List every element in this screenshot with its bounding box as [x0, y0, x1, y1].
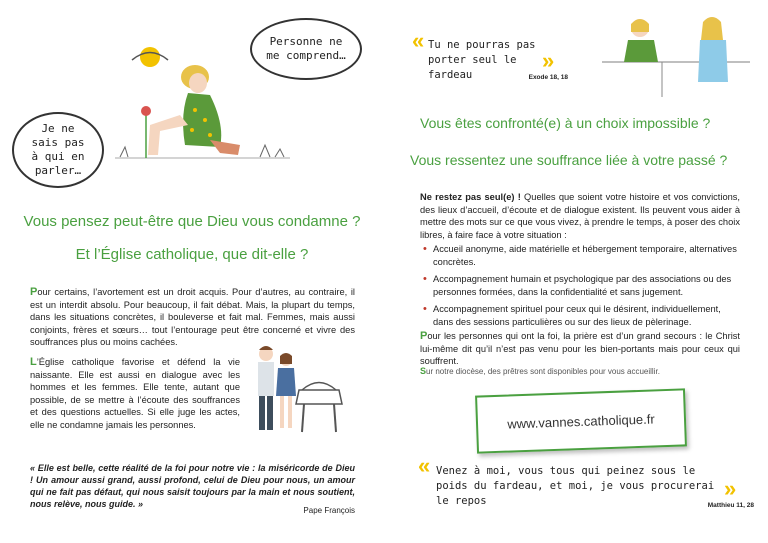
couple-crib-illustration [244, 340, 354, 440]
pope-quote-author: Pape François [303, 506, 355, 515]
right-intro-bold: Ne restez pas seul(e) ! [420, 192, 521, 202]
verse1-text: Tu ne pourras pas porter seul le fardeau [428, 39, 536, 81]
left-paragraph-2-text: ’Église catholique favorise et défend la vie naissante. Elle est aussi en dialogue avec les hommes et les femmes. Elle tente, autant que possible, de se mettre à l’écoute des souffrances et des questions actuelles. Si elle juge les actes, elle ne condamne jamais les personnes. [30, 357, 240, 430]
right-page [384, 0, 768, 543]
left-paragraph-2-drop: L [30, 356, 37, 368]
right-intro [420, 191, 740, 241]
verse2-close-chevrons-icon: » [724, 476, 737, 501]
right-title-2: Vous ressentez une souffrance liée à votre passé ? [410, 152, 728, 168]
speech-bubble-right [250, 18, 362, 80]
verse1-open-chevrons-icon: « [412, 28, 425, 53]
two-women-illustration [602, 12, 750, 100]
help-list-item: • Accueil anonyme, aide matérielle et hébergement temporaire, alternatives concrètes. [433, 243, 740, 268]
website-link[interactable]: www.vannes.catholique.fr [507, 410, 655, 432]
help-list [420, 243, 740, 334]
verse2-open-chevrons-icon: « [418, 453, 431, 478]
speech-bubble-left-text: Je ne sais pas à qui en parler… [31, 122, 85, 177]
verse1-close-chevrons-icon: » [542, 48, 555, 73]
pope-quote: « Elle est belle, cette réalité de la foi pour notre vie : la miséricorde de Dieu ! Un amour aussi grand, aussi profond, celui de Dieu pour nous, un amour qui ne fait pas défaut, qui nous saisit toujours par la main et nous soutient, nous relève, nous guide. » [30, 463, 355, 509]
website-box[interactable] [475, 388, 687, 453]
verse1-ref: Exode 18, 18 [528, 74, 568, 81]
diocese-line-drop: S [420, 366, 427, 376]
verse2-ref: Matthieu 11, 28 [707, 502, 754, 509]
diocese-line-text: ur notre diocèse, des prêtres sont disponibles pour vous accueillir. [426, 367, 660, 376]
left-title-1: Vous pensez peut-être que Dieu vous condamne ? [23, 213, 361, 230]
left-title-2: Et l’Église catholique, que dit-elle ? [75, 246, 309, 263]
right-paragraph-faith-text: our les personnes qui ont la foi, la prière est d’un grand secours : le Christ lui-même dit qu’il n’est pas venu pour les bien-portants mais pour ceux qui souffrent. [420, 331, 740, 367]
right-intro-text: Quelles que soient votre histoire et vos convictions, des lieux d’accueil, d’écoute et de dialogue existent. Ils peuvent vous aider à mettre des mots sur ce que vous vivez, à prendre le temps, à poser des choix libres, à faire face à votre situation : [420, 192, 741, 240]
left-paragraph-2 [30, 356, 240, 432]
diocese-line [420, 366, 740, 376]
speech-bubble-left [12, 112, 104, 188]
speech-bubble-right-text: Personne ne me comprend… [266, 35, 346, 62]
help-list-item: • Accompagnement spirituel pour ceux qui le désirent, individuellement, dans des sessions particulières ou sur des lieux de pèlerinage. [433, 303, 740, 328]
right-paragraph-faith-drop: P [420, 330, 428, 342]
left-paragraph-1-text: our certains, l’avortement est un droit acquis. Pour d’autres, au contraire, il est un interdit absolu. Pour beaucoup, il fait débat. Mais, la plupart du temps, dans les situations concrètes, il bouleverse et fait mal. Femmes, mais aussi conjoints, frères et sœurs… tout l’entourage peut être concerné et vivre des souffrances plus ou moins cachées. [30, 287, 355, 348]
left-paragraph-1-drop: P [30, 286, 38, 298]
help-list-item: • Accompagnement humain et psychologique par des associations ou des personnes formées, dans la confidentialité et sans jugement. [433, 273, 740, 298]
right-title-1: Vous êtes confronté(e) à un choix impossible ? [420, 115, 711, 131]
right-paragraph-faith [420, 330, 740, 368]
verse2-text: Venez à moi, vous tous qui peinez sous le poids du fardeau, et moi, je vous procurerai le repos [436, 465, 715, 507]
